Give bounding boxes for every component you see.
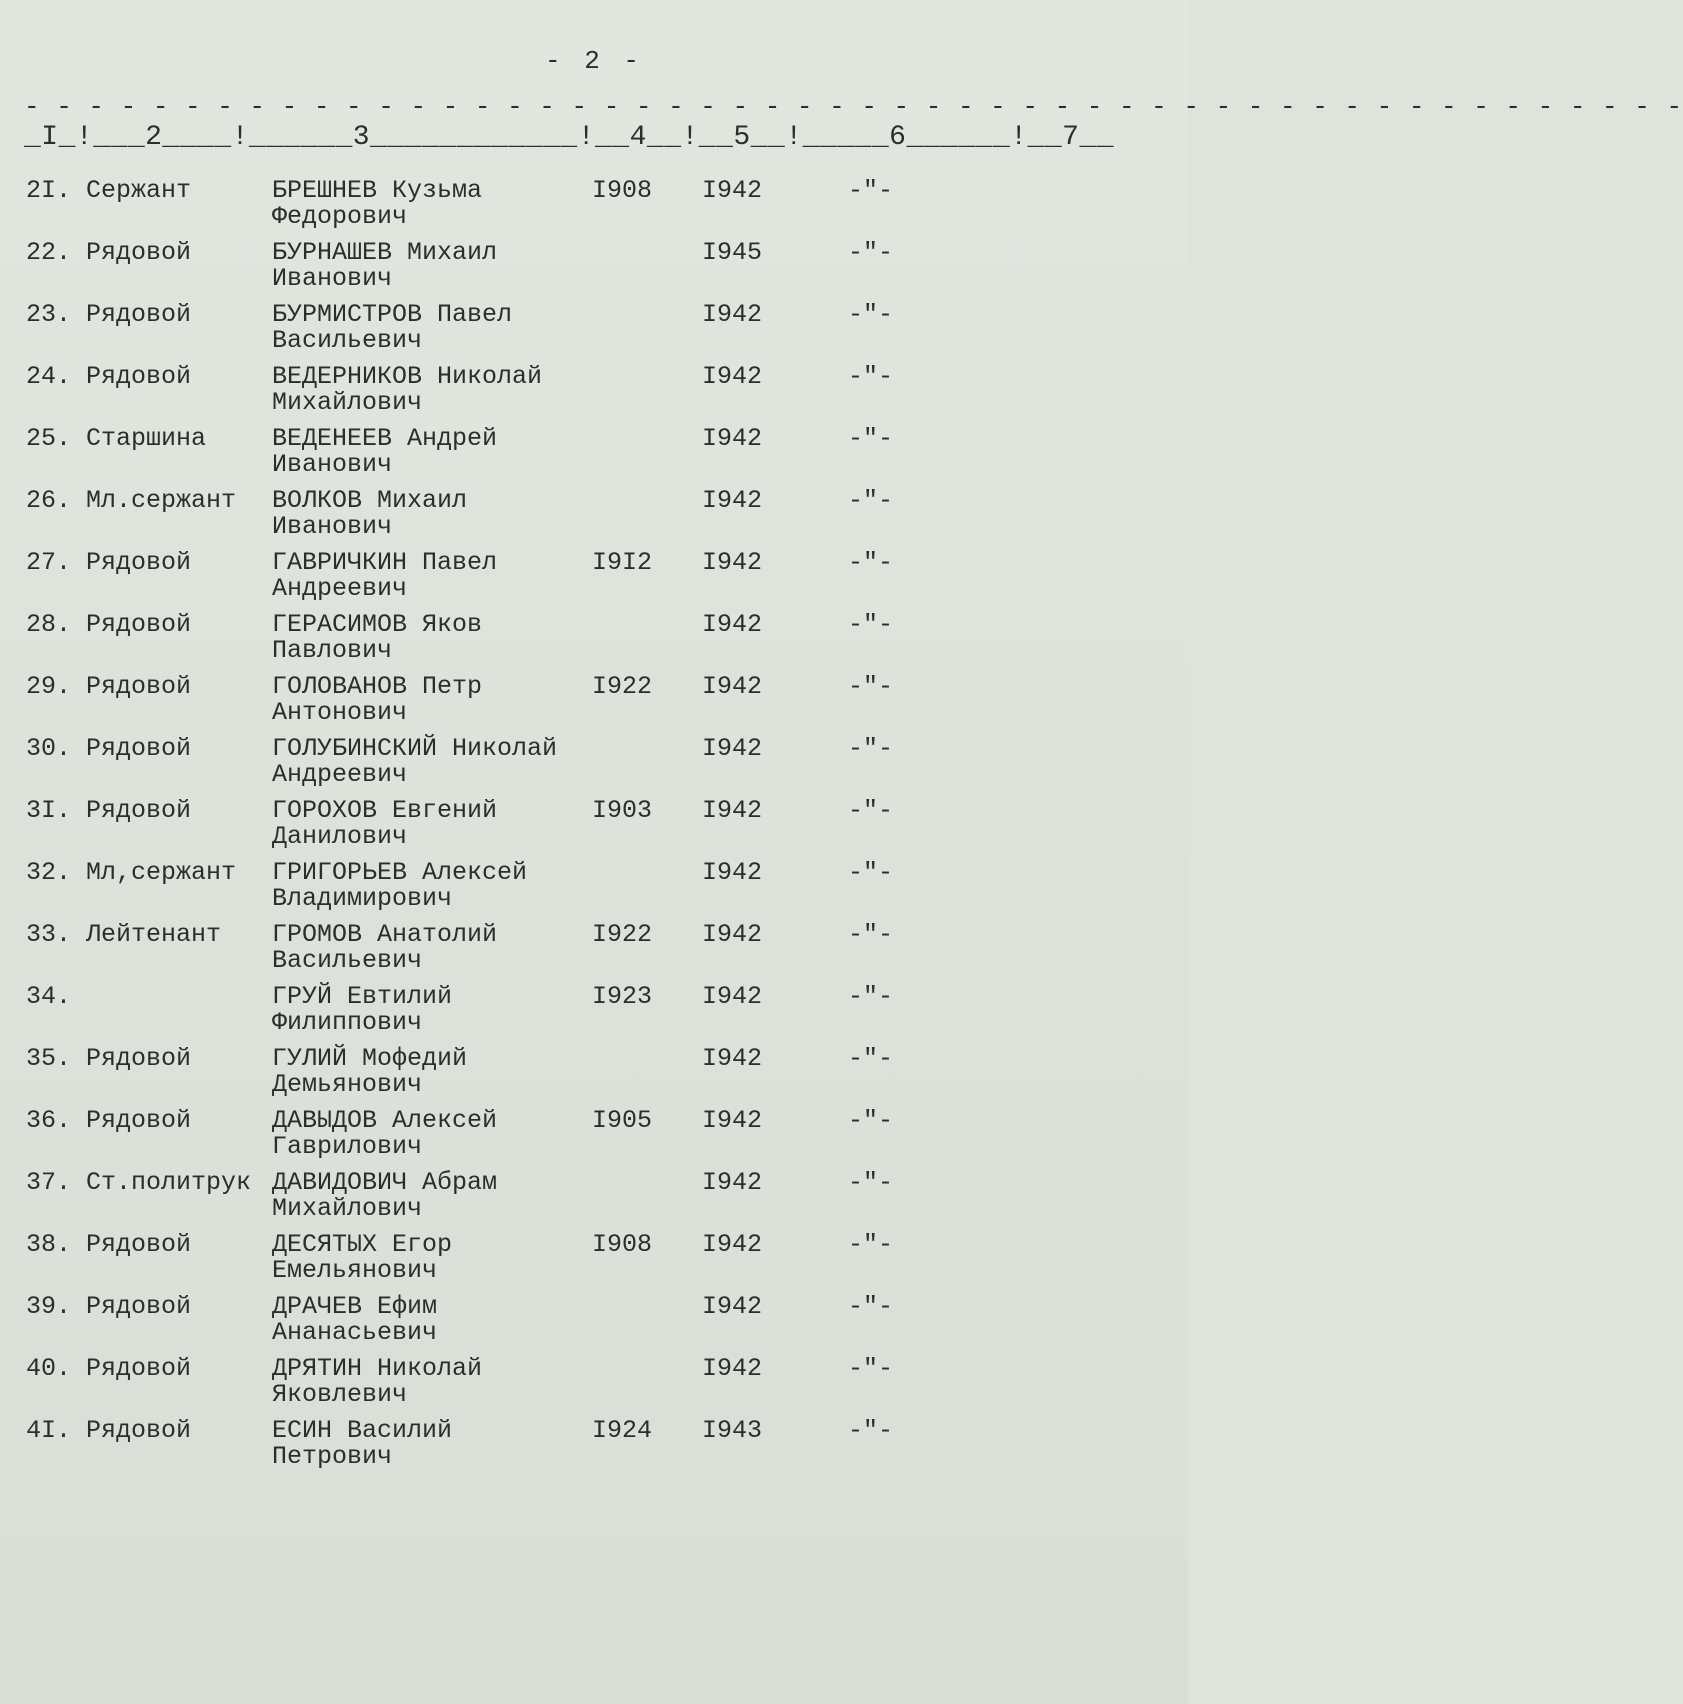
patronymic: Петрович [272, 1442, 393, 1471]
event-year: I942 [702, 486, 763, 515]
page-number: - 2 - [544, 46, 643, 76]
patronymic: Антонович [272, 698, 408, 727]
military-rank: Сержант [86, 176, 192, 205]
patronymic: Ананасьевич [272, 1318, 438, 1347]
list-item [0, 178, 1188, 240]
surname-name: ДРАЧЕВ Ефим [272, 1292, 438, 1321]
list-item [0, 1108, 1188, 1170]
row-number: 30. [26, 734, 72, 763]
list-item [0, 798, 1188, 860]
row-number: 34. [26, 982, 72, 1011]
row-number: 32. [26, 858, 72, 887]
patronymic: Иванович [272, 264, 393, 293]
row-number: 24. [26, 362, 72, 391]
event-year: I942 [702, 1044, 763, 1073]
event-year: I942 [702, 858, 763, 887]
surname-name: ВЕДЕРНИКОВ Николай [272, 362, 543, 391]
event-year: I942 [702, 1292, 763, 1321]
ditto-mark: -"- [848, 548, 894, 577]
military-rank: Рядовой [86, 548, 192, 577]
list-item [0, 612, 1188, 674]
surname-name: ВОЛКОВ Михаил [272, 486, 468, 515]
birth-year: I903 [592, 796, 653, 825]
surname-name: ГРУЙ Евтилий [272, 982, 453, 1011]
list-item [0, 1170, 1188, 1232]
patronymic: Иванович [272, 512, 393, 541]
military-rank: Лейтенант [86, 920, 222, 949]
ditto-mark: -"- [848, 1168, 894, 1197]
patronymic: Андреевич [272, 574, 408, 603]
event-year: I942 [702, 982, 763, 1011]
patronymic: Демьянович [272, 1070, 423, 1099]
list-item [0, 736, 1188, 798]
ditto-mark: -"- [848, 734, 894, 763]
military-rank: Рядовой [86, 1044, 192, 1073]
patronymic: Васильевич [272, 946, 423, 975]
surname-name: ГРИГОРЬЕВ Алексей [272, 858, 528, 887]
row-number: 36. [26, 1106, 72, 1135]
row-number: 3I. [26, 796, 72, 825]
event-year: I942 [702, 672, 763, 701]
row-number: 28. [26, 610, 72, 639]
surname-name: БУРНАШЕВ Михаил [272, 238, 498, 267]
patronymic: Филиппович [272, 1008, 423, 1037]
patronymic: Владимирович [272, 884, 453, 913]
military-rank: Рядовой [86, 1416, 192, 1445]
military-rank: Рядовой [86, 610, 192, 639]
list-item [0, 1232, 1188, 1294]
row-number: 23. [26, 300, 72, 329]
event-year: I942 [702, 300, 763, 329]
military-rank: Рядовой [86, 1230, 192, 1259]
event-year: I942 [702, 1230, 763, 1259]
surname-name: БУРМИСТРОВ Павел [272, 300, 513, 329]
list-item [0, 240, 1188, 302]
surname-name: ГАВРИЧКИН Павел [272, 548, 498, 577]
ditto-mark: -"- [848, 920, 894, 949]
ditto-mark: -"- [848, 858, 894, 887]
row-number: 37. [26, 1168, 72, 1197]
row-number: 29. [26, 672, 72, 701]
birth-year: I923 [592, 982, 653, 1011]
list-item [0, 426, 1188, 488]
patronymic: Данилович [272, 822, 408, 851]
surname-name: ГОЛОВАНОВ Петр [272, 672, 483, 701]
military-rank: Рядовой [86, 362, 192, 391]
patronymic: Михайлович [272, 1194, 423, 1223]
row-number: 26. [26, 486, 72, 515]
list-item [0, 302, 1188, 364]
row-number: 25. [26, 424, 72, 453]
event-year: I945 [702, 238, 763, 267]
surname-name: ГЕРАСИМОВ Яков [272, 610, 483, 639]
list-item [0, 1294, 1188, 1356]
military-rank: Рядовой [86, 796, 192, 825]
ditto-mark: -"- [848, 1230, 894, 1259]
event-year: I942 [702, 1168, 763, 1197]
row-number: 2I. [26, 176, 72, 205]
event-year: I942 [702, 1106, 763, 1135]
military-rank: Рядовой [86, 1292, 192, 1321]
event-year: I942 [702, 1354, 763, 1383]
list-item [0, 674, 1188, 736]
row-number: 22. [26, 238, 72, 267]
event-year: I943 [702, 1416, 763, 1445]
military-rank: Рядовой [86, 300, 192, 329]
surname-name: ГОЛУБИНСКИЙ Николай [272, 734, 558, 763]
row-number: 27. [26, 548, 72, 577]
patronymic: Яковлевич [272, 1380, 408, 1409]
surname-name: ДРЯТИН Николай [272, 1354, 483, 1383]
list-item [0, 1356, 1188, 1418]
patronymic: Емельянович [272, 1256, 438, 1285]
event-year: I942 [702, 920, 763, 949]
ditto-mark: -"- [848, 1106, 894, 1135]
surname-name: БРЕШНЕВ Кузьма [272, 176, 483, 205]
row-number: 39. [26, 1292, 72, 1321]
list-item [0, 488, 1188, 550]
surname-name: ГУЛИЙ Мофедий [272, 1044, 468, 1073]
surname-name: ГОРОХОВ Евгений [272, 796, 498, 825]
birth-year: I908 [592, 1230, 653, 1259]
event-year: I942 [702, 176, 763, 205]
ditto-mark: -"- [848, 1416, 894, 1445]
birth-year: I924 [592, 1416, 653, 1445]
column-number-header: _I_!___2____!______3____________!__4__!__5__!_____6______!__7__ [24, 122, 1115, 153]
event-year: I942 [702, 610, 763, 639]
event-year: I942 [702, 796, 763, 825]
birth-year: I905 [592, 1106, 653, 1135]
surname-name: ДАВИДОВИЧ Абрам [272, 1168, 498, 1197]
patronymic: Гаврилович [272, 1132, 423, 1161]
row-number: 35. [26, 1044, 72, 1073]
patronymic: Васильевич [272, 326, 423, 355]
military-rank: Мл,сержант [86, 858, 237, 887]
ditto-mark: -"- [848, 238, 894, 267]
military-rank: Рядовой [86, 1106, 192, 1135]
ditto-mark: -"- [848, 796, 894, 825]
birth-year: I908 [592, 176, 653, 205]
list-item [0, 1046, 1188, 1108]
list-item [0, 364, 1188, 426]
list-item [0, 1418, 1188, 1480]
patronymic: Иванович [272, 450, 393, 479]
patronymic: Федорович [272, 202, 408, 231]
row-number: 33. [26, 920, 72, 949]
event-year: I942 [702, 424, 763, 453]
ditto-mark: -"- [848, 1044, 894, 1073]
military-rank: Рядовой [86, 672, 192, 701]
ditto-mark: -"- [848, 300, 894, 329]
military-rank: Рядовой [86, 1354, 192, 1383]
row-number: 40. [26, 1354, 72, 1383]
surname-name: ДЕСЯТЫХ Егор [272, 1230, 453, 1259]
surname-name: ЕСИН Василий [272, 1416, 453, 1445]
ditto-mark: -"- [848, 486, 894, 515]
birth-year: I9I2 [592, 548, 653, 577]
row-number: 38. [26, 1230, 72, 1259]
ditto-mark: -"- [848, 610, 894, 639]
list-item [0, 860, 1188, 922]
list-item [0, 922, 1188, 984]
record-list [0, 178, 1188, 1480]
ditto-mark: -"- [848, 176, 894, 205]
military-rank: Мл.сержант [86, 486, 237, 515]
ditto-mark: -"- [848, 1354, 894, 1383]
row-number: 4I. [26, 1416, 72, 1445]
ditto-mark: -"- [848, 362, 894, 391]
list-item [0, 984, 1188, 1046]
ditto-mark: -"- [848, 982, 894, 1011]
list-item [0, 550, 1188, 612]
surname-name: ДАВЫДОВ Алексей [272, 1106, 498, 1135]
surname-name: ГРОМОВ Анатолий [272, 920, 498, 949]
header-dashed-rule: - - - - - - - - - - - - - - - - - - - - - - - - - - - - - - - - - - - - - - - - - - - - - - - - - - - - [24, 92, 1683, 122]
event-year: I942 [702, 734, 763, 763]
surname-name: ВЕДЕНЕЕВ Андрей [272, 424, 498, 453]
event-year: I942 [702, 362, 763, 391]
ditto-mark: -"- [848, 1292, 894, 1321]
patronymic: Павлович [272, 636, 393, 665]
ditto-mark: -"- [848, 424, 894, 453]
birth-year: I922 [592, 920, 653, 949]
military-rank: Рядовой [86, 734, 192, 763]
ditto-mark: -"- [848, 672, 894, 701]
military-rank: Рядовой [86, 238, 192, 267]
patronymic: Михайлович [272, 388, 423, 417]
military-rank: Старшина [86, 424, 207, 453]
event-year: I942 [702, 548, 763, 577]
military-rank: Ст.политрук [86, 1168, 252, 1197]
patronymic: Андреевич [272, 760, 408, 789]
birth-year: I922 [592, 672, 653, 701]
